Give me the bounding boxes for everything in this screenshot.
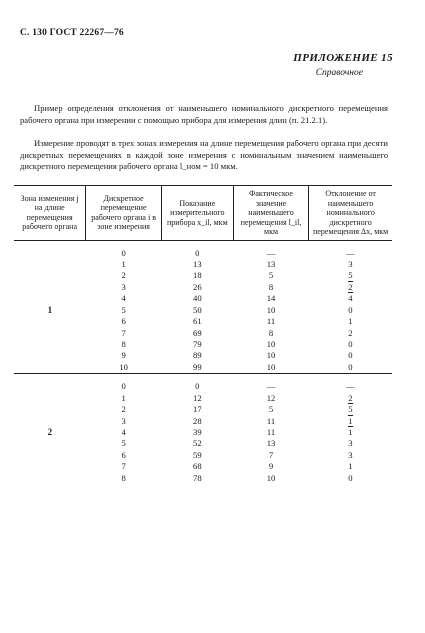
actual-cell: 5 bbox=[268, 404, 274, 415]
deviation-cell: 3 bbox=[348, 449, 353, 460]
column-header-zone: Зона изменения j на длине перемещения рабочего органа bbox=[20, 193, 79, 232]
deviation-cell: 3 bbox=[348, 438, 353, 449]
actual-cell: — bbox=[266, 381, 276, 392]
reading-cell: 0 bbox=[195, 381, 200, 392]
deviation-cell: 5 bbox=[348, 270, 353, 281]
step-cell: 7 bbox=[121, 327, 126, 338]
actual-cell: 12 bbox=[266, 392, 276, 403]
deviation-cell: 0 bbox=[348, 361, 353, 372]
deviation-cell: 1 bbox=[348, 316, 353, 327]
table-row bbox=[14, 248, 392, 259]
actual-cell: — bbox=[266, 247, 276, 258]
step-cell: 8 bbox=[121, 472, 126, 483]
deviation-cell: 0 bbox=[348, 338, 353, 349]
actual-cell: 10 bbox=[266, 350, 276, 361]
deviation-cell: 2 bbox=[348, 281, 353, 292]
step-cell: 6 bbox=[121, 316, 126, 327]
actual-cell: 7 bbox=[268, 449, 274, 460]
step-cell: 10 bbox=[119, 361, 128, 372]
reading-cell: 0 bbox=[195, 247, 200, 258]
reading-cell: 18 bbox=[193, 270, 202, 281]
actual-cell: 10 bbox=[266, 472, 276, 483]
step-cell: 1 bbox=[121, 392, 126, 403]
deviation-cell: 1 bbox=[348, 461, 353, 472]
measurement-table bbox=[14, 185, 392, 484]
paragraph-text: Пример определения отклонения от наименьшего номинального дискретного перемещения рабочего органа при измерении с помощью прибора для измерения длин (п. 21.2.1). bbox=[20, 103, 388, 125]
page-header: С. 130 ГОСТ 22267—76 bbox=[20, 28, 124, 38]
reading-cell: 99 bbox=[193, 361, 202, 372]
reading-cell: 28 bbox=[193, 415, 202, 426]
deviation-cell: 0 bbox=[348, 304, 353, 315]
zone-label: 1 bbox=[47, 304, 53, 315]
step-cell: 5 bbox=[121, 438, 126, 449]
deviation-cell: 0 bbox=[348, 472, 353, 483]
actual-cell: 10 bbox=[266, 361, 276, 372]
deviation-cell: 2 bbox=[348, 327, 353, 338]
actual-cell: 13 bbox=[266, 438, 276, 449]
reading-cell: 89 bbox=[193, 350, 202, 361]
deviation-cell: — bbox=[346, 247, 355, 258]
column-header-deviation: Отклонение от наименьшего номинального дискретного перемещения Δx, мкм bbox=[309, 186, 392, 241]
deviation-cell: 3 bbox=[348, 258, 353, 269]
reading-cell: 52 bbox=[193, 438, 202, 449]
actual-cell: 10 bbox=[266, 338, 276, 349]
zone-label: 2 bbox=[47, 426, 53, 437]
reading-cell: 12 bbox=[193, 392, 202, 403]
reading-cell: 40 bbox=[193, 293, 202, 304]
reading-cell: 39 bbox=[193, 427, 202, 438]
actual-cell: 8 bbox=[268, 327, 274, 338]
reading-cell: 17 bbox=[193, 404, 202, 415]
reading-cell: 78 bbox=[193, 472, 202, 483]
actual-cell: 5 bbox=[268, 270, 274, 281]
reading-cell: 13 bbox=[193, 258, 202, 269]
table-row bbox=[14, 381, 392, 392]
step-cell: 5 bbox=[121, 304, 126, 315]
deviation-cell: 1 bbox=[348, 415, 353, 426]
paragraph-example bbox=[20, 103, 388, 126]
deviation-cell: 2 bbox=[348, 392, 353, 403]
actual-cell: 11 bbox=[266, 316, 276, 327]
step-cell: 0 bbox=[121, 381, 126, 392]
appendix-title: ПРИЛОЖЕНИЕ 15 bbox=[293, 52, 393, 64]
step-cell: 7 bbox=[121, 461, 126, 472]
table-body bbox=[14, 240, 392, 484]
step-cell: 4 bbox=[121, 293, 126, 304]
paragraph-measurement bbox=[20, 138, 388, 173]
actual-cell: 8 bbox=[268, 281, 274, 292]
actual-cell: 13 bbox=[266, 258, 276, 269]
column-header-step: Дискретное перемещение рабочего органа i в зоне измерения bbox=[86, 186, 162, 241]
deviation-cell: 1 bbox=[348, 427, 353, 438]
column-header-actual: Фактическое значение наименьшего перемещения l_il, мкм bbox=[233, 186, 309, 241]
reading-cell: 69 bbox=[193, 327, 202, 338]
actual-cell: 9 bbox=[268, 461, 274, 472]
reading-cell: 26 bbox=[193, 281, 202, 292]
deviation-cell: 0 bbox=[348, 350, 353, 361]
step-cell: 2 bbox=[121, 270, 126, 281]
step-cell: 1 bbox=[121, 258, 126, 269]
deviation-cell: 5 bbox=[348, 404, 353, 415]
deviation-cell: 4 bbox=[348, 293, 353, 304]
step-cell: 3 bbox=[121, 281, 126, 292]
step-cell: 4 bbox=[121, 427, 126, 438]
actual-cell: 10 bbox=[266, 304, 276, 315]
step-cell: 6 bbox=[121, 449, 126, 460]
actual-cell: 14 bbox=[266, 293, 276, 304]
reading-cell: 79 bbox=[193, 338, 202, 349]
step-cell: 2 bbox=[121, 404, 126, 415]
step-cell: 9 bbox=[121, 350, 126, 361]
deviation-cell: — bbox=[346, 381, 355, 392]
paragraph-text: Измерение проводят в трех зонах измерения на длине перемещения рабочего органа при десяти дискретных перемещениях в каждой зоне измерения с номинальным значением наименьшего дискретного перемещения рабочего органа l_ном = 10 мкм. bbox=[20, 138, 388, 172]
actual-cell: 11 bbox=[266, 427, 276, 438]
actual-cell: 11 bbox=[266, 415, 276, 426]
reading-cell: 68 bbox=[193, 461, 202, 472]
reading-cell: 50 bbox=[193, 304, 202, 315]
step-cell: 0 bbox=[121, 247, 126, 258]
column-header-reading: Показание измерительного прибора x_il, мкм bbox=[161, 186, 233, 241]
step-cell: 8 bbox=[121, 338, 126, 349]
table-header bbox=[14, 186, 392, 241]
reading-cell: 61 bbox=[193, 316, 202, 327]
appendix-subtitle: Справочное bbox=[315, 68, 363, 78]
step-cell: 3 bbox=[121, 415, 126, 426]
reading-cell: 59 bbox=[193, 449, 202, 460]
